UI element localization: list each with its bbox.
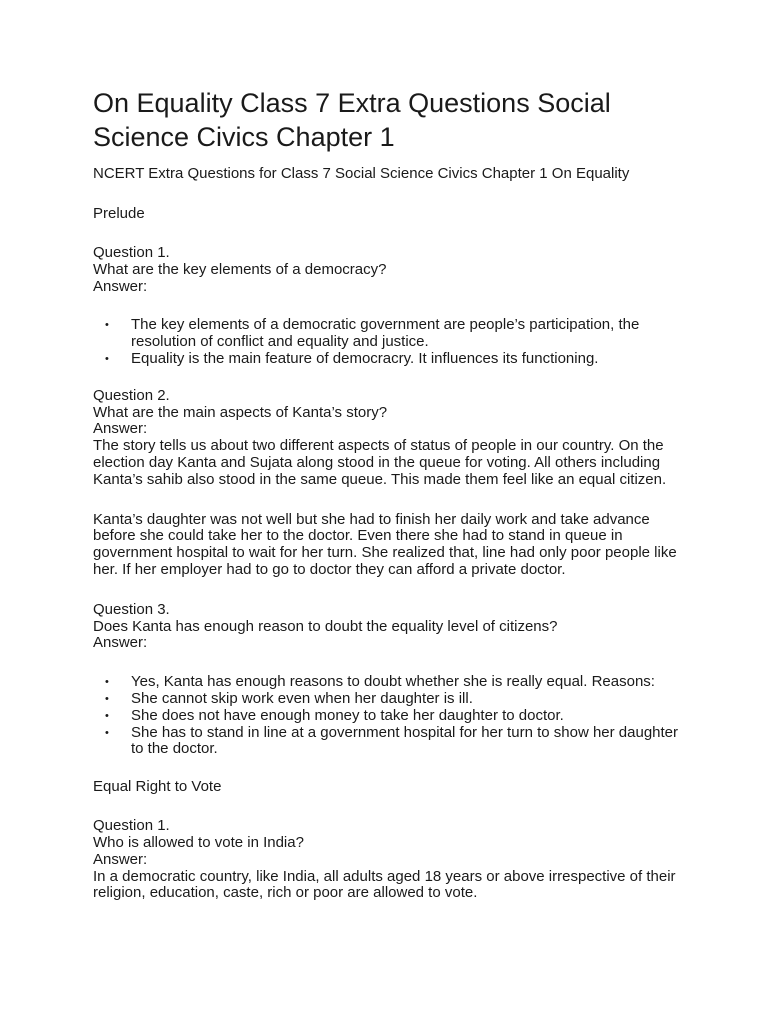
list-item: • She cannot skip work even when her daughter is ill.: [105, 689, 473, 707]
answer-paragraph: Kanta’s daughter was not well but she had to finish her daily work and take advance before she could take her to the doctor. Even there she had to stand in queue in government hospital to wait for her turn. She realized that, line had only poor people like her. If her employer had to go to doctor they can afford a private doctor.: [93, 510, 677, 578]
bullet-icon: •: [105, 352, 109, 365]
bullet-icon: •: [105, 319, 109, 332]
answer-label: Answer:: [93, 420, 148, 438]
question-label: Question 3.: [93, 600, 170, 618]
answer-label: Answer:: [93, 850, 148, 868]
section-heading-prelude: Prelude: [93, 205, 145, 222]
question-block-4: [93, 818, 693, 868]
bullet-icon: •: [105, 709, 109, 722]
bullet-icon: •: [105, 692, 109, 705]
list-item: • The key elements of a democratic government are people’s participation, the resolution of conflict and equality and justice.: [105, 316, 640, 351]
bullet-icon: •: [105, 726, 109, 739]
answer-bullet-list: [93, 674, 693, 758]
question-text: What are the main aspects of Kanta’s story?: [93, 403, 388, 421]
list-item: • She has to stand in line at a government hospital for her turn to show her daughter to the doctor.: [105, 723, 679, 758]
answer-paragraph: The story tells us about two different aspects of status of people in our country. On the election day Kanta and Sujata along stood in the queue for voting. All others including Kanta’s sahib also stood in the same queue. This made them feel like an equal citizen.: [93, 437, 667, 488]
question-block-3: [93, 602, 693, 652]
question-text: Does Kanta has enough reason to doubt the equality level of citizens?: [93, 617, 558, 635]
list-item: • Equality is the main feature of democracry. It influences its functioning.: [105, 349, 599, 367]
list-item: • Yes, Kanta has enough reasons to doubt whether she is really equal. Reasons:: [105, 673, 655, 691]
question-label: Question 2.: [93, 386, 170, 404]
list-item: • She does not have enough money to take her daughter to doctor.: [105, 706, 564, 724]
bullet-icon: •: [105, 676, 109, 689]
document-page: [93, 86, 693, 902]
question-text: What are the key elements of a democracy?: [93, 260, 387, 278]
question-text: Who is allowed to vote in India?: [93, 833, 304, 851]
answer-label: Answer:: [93, 634, 148, 652]
page-title: On Equality Class 7 Extra Questions Social Science Civics Chapter 1: [93, 88, 611, 152]
answer-label: Answer:: [93, 277, 148, 295]
question-block-2: [93, 388, 693, 438]
section-heading-equal-right-to-vote: Equal Right to Vote: [93, 778, 222, 796]
question-block-1: [93, 245, 693, 295]
answer-paragraph: In a democratic country, like India, all adults aged 18 years or above irrespective of their religion, education, caste, rich or poor are allowed to vote.: [93, 867, 676, 902]
page-subtitle: NCERT Extra Questions for Class 7 Social Science Civics Chapter 1 On Equality: [93, 165, 630, 182]
question-label: Question 1.: [93, 817, 170, 835]
answer-bullet-list: [93, 317, 693, 367]
question-label: Question 1.: [93, 244, 170, 261]
